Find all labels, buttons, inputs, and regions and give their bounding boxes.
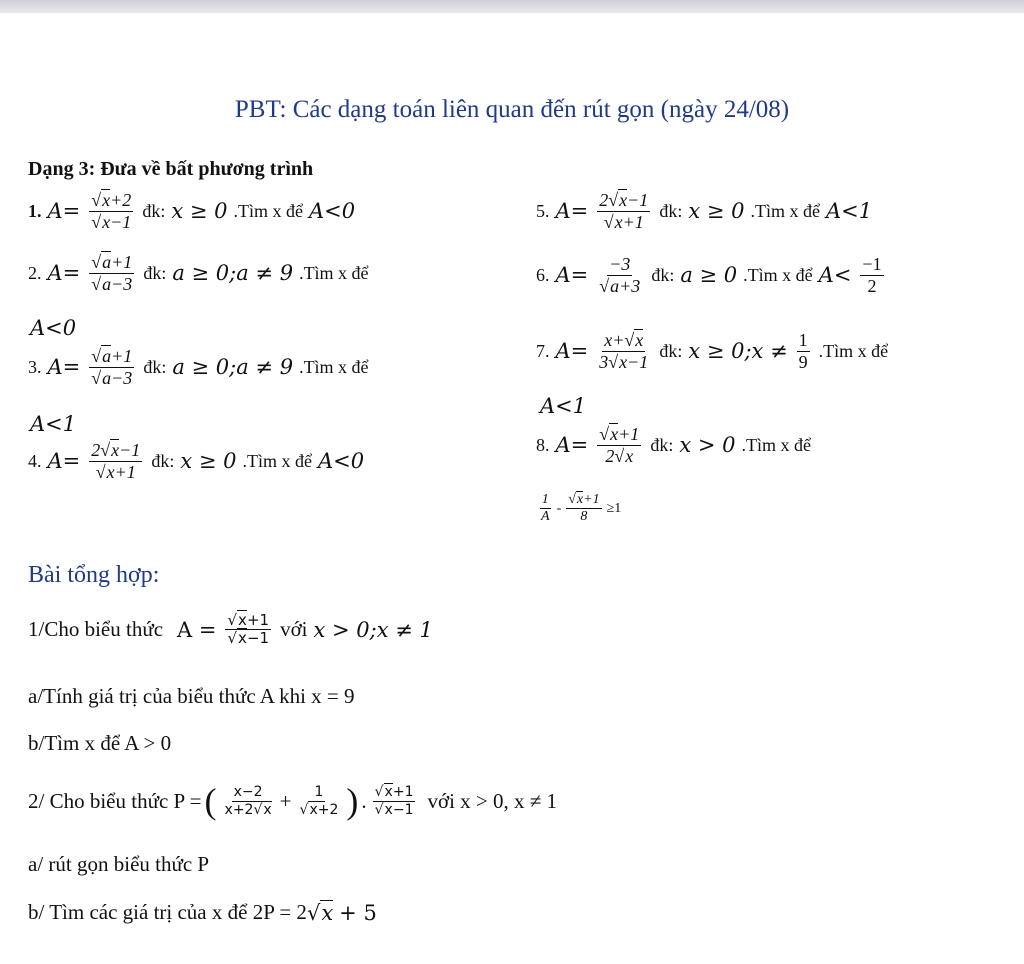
condition: x > 0;x ≠ 1 [313,617,433,642]
math-lhs: A= [47,261,81,286]
condition: x > 0 [679,433,736,458]
exercise-with: với x > 0, x ≠ 1 [427,788,558,813]
exercise-2a: a/ rút gọn biểu thức P [28,852,210,876]
problem-6 [536,254,887,296]
math-lhs: A= [47,449,81,474]
condition: x ≥ 0 [180,449,237,474]
section-heading-3: Dạng 3: Đưa về bất phương trình [28,158,314,180]
problem-7-ask: A<1 [540,394,587,418]
fraction: $\frac{-3}{√a+3}$ [599,254,641,296]
question-inequality: A< [818,263,852,288]
paren-close: ) [346,781,359,821]
math-lhs: A= [555,263,589,288]
question-inequality: A<1 [825,199,873,224]
question-text: .Tìm x để [233,200,303,221]
fraction: $\frac{√x+1}{8}$ [568,492,600,525]
problem-number: 1. [28,200,42,221]
fraction: $\frac{√a+1}{√a-3}$ [91,346,133,388]
fraction: $\frac{√x+2}{√x-1}$ [91,190,132,232]
fraction: $\frac{x+√x}{3√x-1}$ [599,330,649,372]
fraction: $\frac{2√x-1}{√x+1}$ [599,190,649,232]
condition: a ≥ 0;a ≠ 9 [172,261,294,286]
condition-label: đk: [651,264,675,285]
exercise-2b [28,900,377,925]
exercise-with: với [280,617,308,642]
exercise-1b: b/Tìm x để A > 0 [28,731,172,755]
question-text: .Tìm x để [299,356,369,377]
exercise-2b-tail: + 5 [339,900,377,925]
exercise-2b-text: b/ Tìm các giá trị của x để 2P = 2 [28,900,307,924]
exercise-intro: 1/Cho biểu thức [28,617,164,642]
question-text: .Tìm x để [818,340,889,361]
window-top-bar [0,0,1024,13]
question-inequality: A<0 [317,449,365,474]
math-lhs: A= [555,199,589,224]
problem-4 [28,440,364,482]
math-lhs: A= [47,355,81,380]
math-lhs: A = [177,617,217,642]
problem-number: 6. [536,264,550,285]
fraction: $\frac{1}{9}$ [798,330,808,372]
exercise-1 [28,612,433,648]
dot-operator: . [361,788,367,813]
exercise-1a: a/Tính giá trị của biểu thức A khi x = 9 [28,684,355,708]
question-text: .Tìm x để [741,434,811,455]
problem-8 [536,424,811,466]
fraction: $\frac{1}{A}$ [541,492,550,525]
question-inequality: ≥1 [606,500,622,516]
problem-number: 7. [536,340,550,361]
problem-3-ask: A<1 [30,412,77,436]
plus-sign: + [279,788,292,813]
problem-3 [28,346,369,388]
math-lhs: A= [47,199,81,224]
problem-number: 5. [536,200,550,221]
math-lhs: A= [555,433,589,458]
question-text: .Tìm x để [743,264,813,285]
math-lhs: A= [555,339,589,364]
fraction: $\frac{1}{√x+2}$ [299,784,339,818]
condition-label: đk: [659,200,683,221]
fraction: $\frac{2√x-1}{√x+1}$ [91,440,141,482]
problem-2-ask: A<0 [30,316,77,340]
condition: x ≥ 0;x ≠ [688,339,788,364]
condition-label: đk: [659,340,683,361]
condition-label: đk: [650,434,674,455]
question-text: .Tìm x để [750,200,820,221]
summary-heading: Bài tổng hợp: [28,562,160,588]
fraction: $\frac{√a+1}{√a-3}$ [91,252,133,294]
problem-2 [28,252,369,294]
problem-number: 4. [28,450,42,471]
problem-number: 3. [28,356,42,377]
question-text: .Tìm x để [299,262,369,283]
condition-label: đk: [143,356,167,377]
problem-7 [536,330,888,372]
condition-label: đk: [142,200,166,221]
exercise-intro: 2/ Cho biểu thức P = [28,788,202,813]
condition: a ≥ 0;a ≠ 9 [172,355,294,380]
condition: a ≥ 0 [680,263,738,288]
fraction: $\frac{-1}{2}$ [862,254,882,296]
exercise-2 [28,780,557,822]
problem-number: 2. [28,262,42,283]
fraction: $\frac{√x+1}{√x-1}$ [227,611,270,648]
condition-label: đk: [143,262,167,283]
problem-number: 8. [536,434,550,455]
paren-open: ( [204,781,217,821]
question-text: .Tìm x để [242,450,312,471]
problem-8-ask: $\frac{1}{A}$ - $\frac{√x+1}{8}$ ≥1 [541,492,622,525]
fraction: $\frac{√x+1}{2√x}$ [599,424,640,466]
problem-1 [28,190,355,232]
page-title: PBT: Các dạng toán liên quan đến rút gọn (ngày 24/08) [234,96,790,123]
sqrt-x: √x [306,900,334,925]
problem-5 [536,190,872,232]
condition: x ≥ 0 [688,199,745,224]
condition: x ≥ 0 [171,199,228,224]
fraction: $\frac{√x+1}{√x-1}$ [374,784,414,818]
question-inequality: A<0 [308,199,356,224]
fraction: $\frac{x-2}{x+2√x}$ [224,784,272,818]
condition-label: đk: [151,450,175,471]
